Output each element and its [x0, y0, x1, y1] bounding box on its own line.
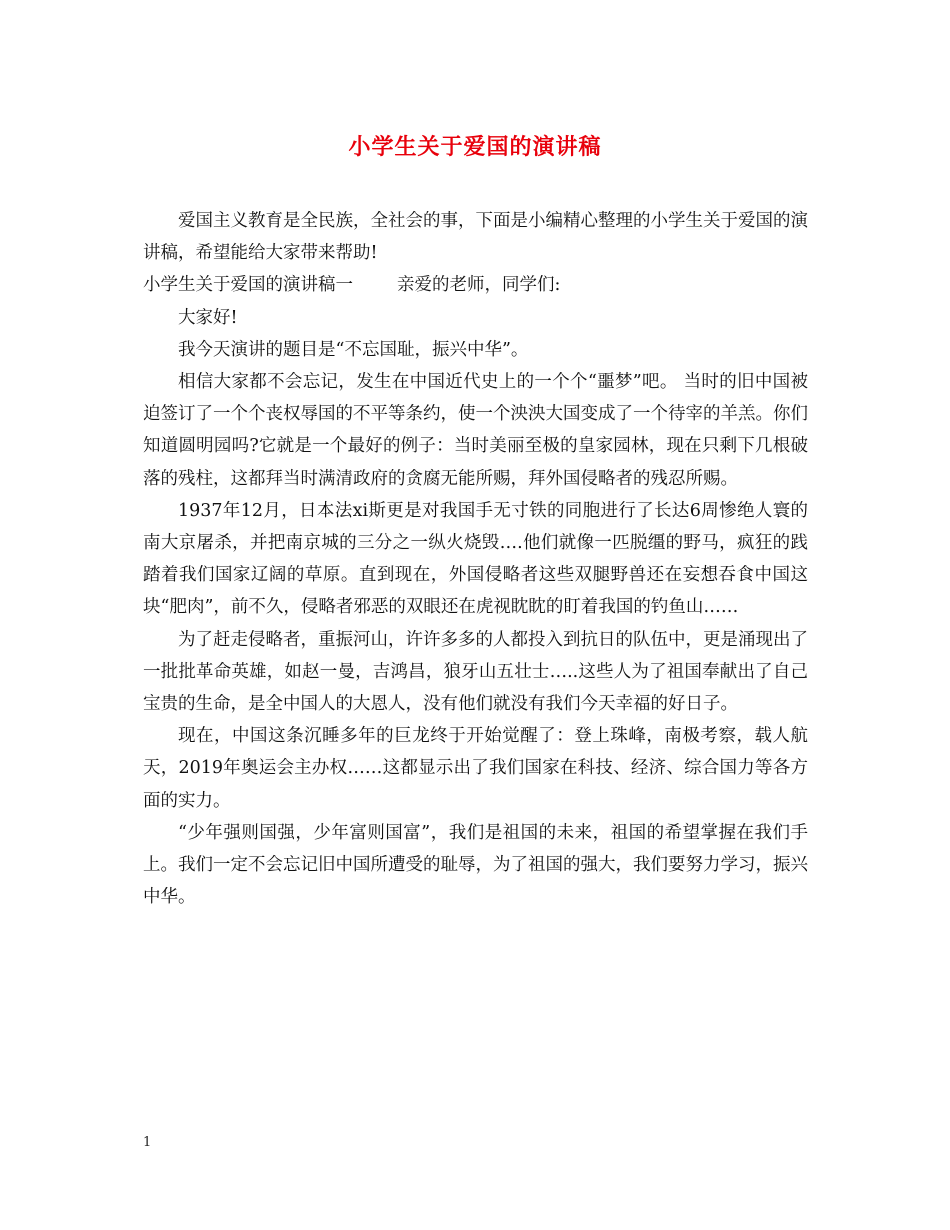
document-body [143, 205, 808, 913]
body-paragraph: 现在，中国这条沉睡多年的巨龙终于开始觉醒了：登上珠峰，南极考察，载人航天，2019年奥运会主办权……这都显示出了我们国家在科技、经济、综合国力等各方面的实力。 [143, 726, 808, 811]
page-number: 1 [143, 1135, 152, 1150]
body-paragraph: 我今天演讲的题目是“不忘国耻，振兴中华”。 [178, 339, 529, 360]
intro-paragraph: 爱国主义教育是全民族，全社会的事，下面是小编精心整理的小学生关于爱国的演讲稿，希望能给大家带来帮助! [143, 211, 808, 264]
salutation: 亲爱的老师，同学们: [397, 275, 561, 296]
body-paragraph: 相信大家都不会忘记，发生在中国近代史上的一个个“噩梦”吧。 当时的旧中国被迫签订了一个个丧权辱国的不平等条约，使一个泱泱大国变成了一个待宰的羊羔。你们知道圆明园吗?它就是一个最好的例子：当时美丽至极的皇家园林，现在只剩下几根破落的残柱，这都拜当时满清政府的贪腐无能所赐，拜外国侵略者的残忍所赐。 [143, 372, 808, 489]
speech-heading: 小学生关于爱国的演讲稿一 [143, 275, 353, 296]
document-title: 小学生关于爱国的演讲稿 [348, 134, 602, 160]
speech-heading-line [143, 269, 808, 301]
body-paragraph: “少年强则国强，少年富则国富”，我们是祖国的未来，祖国的希望掌握在我们手上。我们一定不会忘记旧中国所遭受的耻辱，为了祖国的强大，我们要努力学习，振兴中华。 [143, 822, 808, 908]
body-paragraph: 为了赶走侵略者，重振河山，许许多多的人都投入到抗日的队伍中，更是涌现出了一批批革命英雄，如赵一曼，吉鸿昌，狼牙山五壮士…..这些人为了祖国奉献出了自己宝贵的生命，是全中国人的大恩人，没有他们就没有我们今天幸福的好日子。 [143, 629, 808, 715]
body-paragraph: 1937年12月，日本法xi斯更是对我国手无寸铁的同胞进行了长达6周惨绝人寰的南大京屠杀，并把南京城的三分之一纵火烧毁….他们就像一匹脱缰的野马，疯狂的践踏着我们国家辽阔的草原。直到现在，外国侵略者这些双腿野兽还在妄想吞食中国这块“肥肉”，前不久，侵略者邪恶的双眼还在虎视眈眈的盯着我国的钓鱼山…… [143, 500, 808, 618]
body-paragraph: 大家好! [178, 307, 238, 328]
